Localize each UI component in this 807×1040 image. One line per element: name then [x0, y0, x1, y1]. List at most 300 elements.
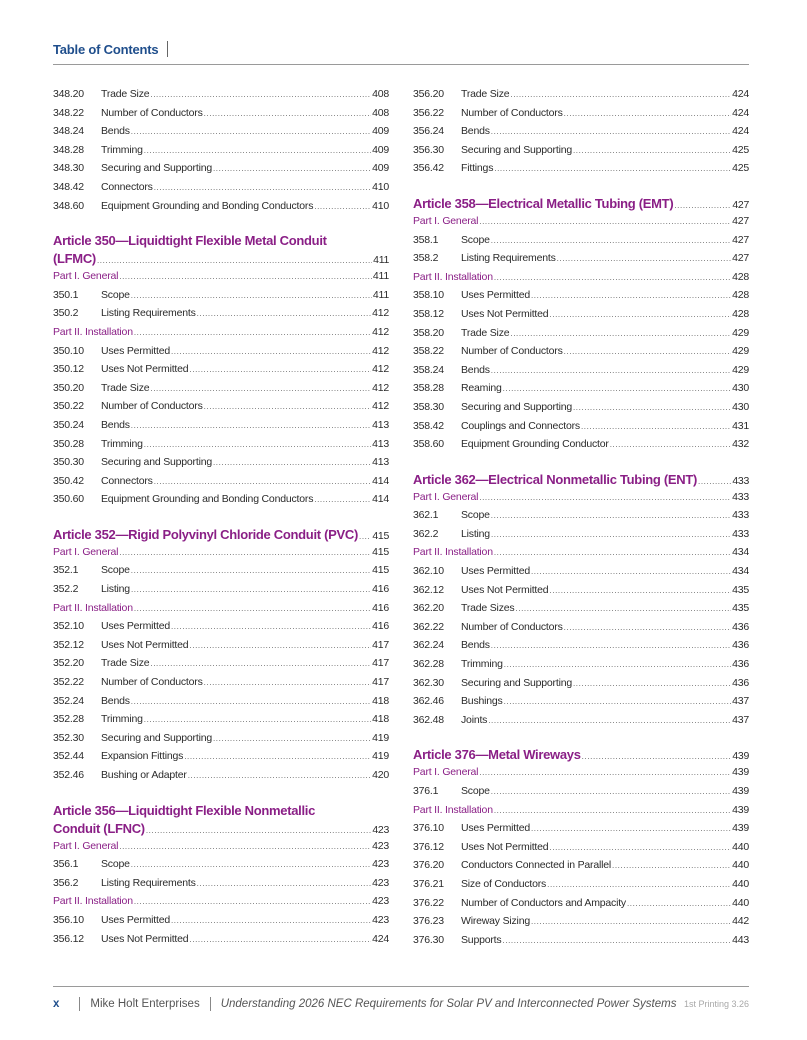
page-number: 412: [372, 325, 389, 338]
dot-leader: [504, 660, 731, 669]
section-title: Reaming: [461, 382, 502, 395]
dot-leader: [188, 771, 371, 780]
section-title: Bends: [461, 125, 490, 138]
toc-entry[interactable]: [53, 493, 389, 512]
dot-leader: [144, 715, 371, 724]
section-title: Trimming: [461, 658, 503, 671]
dot-leader: [582, 748, 732, 766]
toc-entry[interactable]: [53, 933, 389, 952]
page-number: 424: [732, 88, 749, 100]
dot-leader: [491, 236, 731, 245]
toc-entry[interactable]: [53, 914, 389, 933]
dot-leader: [189, 935, 371, 944]
page-number: 428: [732, 270, 749, 283]
section-title: Listing: [461, 527, 490, 540]
page-number: 419: [372, 731, 389, 744]
page-header: [53, 40, 749, 65]
page-number: 428: [732, 307, 749, 320]
toc-entry[interactable]: [413, 327, 749, 346]
dot-leader: [479, 768, 731, 777]
article-heading[interactable]: [53, 526, 389, 546]
dot-leader: [171, 622, 371, 631]
page-number: 409: [372, 143, 389, 156]
section-title: Listing: [101, 583, 130, 596]
section-number: 352.24: [53, 694, 84, 707]
part-heading[interactable]: [413, 271, 749, 290]
dot-leader: [491, 127, 731, 136]
article-heading[interactable]: [53, 802, 389, 840]
section-number: 352.30: [53, 731, 84, 744]
toc-entry[interactable]: [413, 234, 749, 253]
part-heading[interactable]: [413, 804, 749, 823]
part-heading[interactable]: [413, 546, 749, 565]
section-number: 350.22: [53, 400, 84, 413]
toc-entry[interactable]: [53, 564, 389, 583]
section-number: 358.12: [413, 307, 444, 320]
toc-entry[interactable]: [413, 438, 749, 457]
section-title: Uses Permitted: [461, 822, 530, 835]
footer-publisher: Mike Holt Enterprises: [90, 998, 200, 1010]
toc-entry[interactable]: [53, 125, 389, 144]
page-number: 430: [732, 382, 749, 395]
page-number: 431: [732, 419, 749, 432]
page-number: 417: [372, 657, 389, 670]
section-number: 356.30: [413, 143, 444, 156]
toc-entry[interactable]: [53, 144, 389, 163]
toc-entry[interactable]: [53, 438, 389, 457]
part-heading[interactable]: [53, 840, 389, 859]
dot-leader: [144, 146, 371, 155]
section-title: Fittings: [461, 162, 494, 175]
toc-entry[interactable]: [413, 934, 749, 953]
section-number: 352.22: [53, 676, 84, 689]
section-number: 350.30: [53, 456, 84, 469]
toc-entry[interactable]: [53, 162, 389, 181]
toc-entry[interactable]: [53, 676, 389, 695]
dot-leader: [504, 697, 731, 706]
footer-book-title: Understanding 2026 NEC Requirements for Solar PV and Interconnected Power Systems: [220, 998, 677, 1010]
section-number: 352.12: [53, 638, 84, 651]
section-title: Securing and Supporting: [101, 162, 212, 175]
toc-entry[interactable]: [53, 639, 389, 658]
toc-entry[interactable]: [413, 714, 749, 733]
section-title: Bushing or Adapter: [101, 769, 187, 781]
page-number: 424: [732, 125, 749, 138]
section-number: 348.28: [53, 143, 84, 156]
section-number: 352.46: [53, 769, 84, 781]
dot-leader: [557, 254, 731, 263]
dot-leader: [491, 641, 731, 650]
dot-leader: [314, 495, 371, 504]
page-number: 423: [372, 913, 389, 926]
toc-entry[interactable]: [413, 382, 749, 401]
section-title: Securing and Supporting: [461, 676, 572, 689]
dot-leader: [134, 604, 371, 613]
section-title: Securing and Supporting: [461, 143, 572, 156]
toc-entry[interactable]: [53, 750, 389, 769]
toc-entry[interactable]: [53, 107, 389, 126]
part-heading[interactable]: [53, 602, 389, 621]
toc-entry[interactable]: [53, 419, 389, 438]
page-number: 414: [372, 474, 389, 487]
dot-leader: [573, 679, 731, 688]
dot-leader: [97, 252, 372, 270]
dot-leader: [131, 585, 371, 594]
toc-entry[interactable]: [413, 289, 749, 308]
dot-leader: [119, 548, 371, 557]
page-number: 417: [372, 676, 389, 689]
article-title: Article 352—Rigid Polyvinyl Chloride Conduit (PVC): [53, 526, 358, 542]
footer-divider: [79, 997, 80, 1011]
section-number: 362.20: [413, 602, 444, 615]
section-number: 352.10: [53, 620, 84, 633]
toc-entry[interactable]: [413, 401, 749, 420]
toc-entry[interactable]: [413, 584, 749, 603]
section-title: Trimming: [101, 143, 143, 156]
toc-entry[interactable]: [413, 897, 749, 916]
toc-entry[interactable]: [53, 363, 389, 382]
page-number: 439: [732, 750, 749, 763]
article-heading[interactable]: [413, 746, 749, 766]
section-number: 376.10: [413, 822, 444, 835]
part-heading[interactable]: [53, 326, 389, 345]
page-number: 420: [372, 769, 389, 781]
part-heading[interactable]: [53, 895, 389, 914]
dot-leader: [494, 806, 731, 815]
section-number: 350.42: [53, 474, 84, 487]
section-title: Trade Size: [101, 88, 150, 100]
dot-leader: [494, 164, 731, 173]
section-title: Bends: [461, 639, 490, 652]
page-number: 440: [732, 840, 749, 853]
section-title: Uses Not Permitted: [101, 363, 189, 376]
section-title: Bends: [461, 363, 490, 376]
section-number: 356.24: [413, 125, 444, 138]
page-number: 424: [372, 932, 389, 945]
section-title: Uses Permitted: [101, 344, 170, 357]
page-number: 439: [732, 785, 749, 797]
page-number: 423: [372, 895, 389, 908]
toc-entry[interactable]: [413, 878, 749, 897]
dot-leader: [698, 473, 731, 491]
dot-leader: [204, 109, 371, 118]
dot-leader: [549, 586, 731, 595]
part-title: Part II. Installation: [53, 325, 133, 338]
section-title: Joints: [461, 713, 488, 726]
article-title: Article 376—Metal Wireways: [413, 747, 581, 763]
page-number: 423: [372, 858, 389, 871]
section-number: 350.1: [53, 288, 79, 301]
header-divider: [167, 41, 168, 57]
toc-entry[interactable]: [413, 420, 749, 439]
part-heading[interactable]: [53, 546, 389, 565]
section-number: 350.60: [53, 493, 84, 506]
page-number: 436: [732, 620, 749, 633]
part-title: Part II. Installation: [413, 546, 493, 559]
page-number: 427: [732, 233, 749, 246]
section-number: 362.46: [413, 695, 444, 708]
section-title: Scope: [461, 233, 490, 246]
dot-leader: [154, 477, 371, 486]
toc-entry[interactable]: [413, 565, 749, 584]
toc-entry[interactable]: [413, 677, 749, 696]
toc-entry[interactable]: [413, 602, 749, 621]
dot-leader: [581, 422, 731, 431]
toc-entry[interactable]: [413, 162, 749, 181]
page-number: 442: [732, 915, 749, 928]
part-title: Part I. General: [53, 545, 119, 558]
dot-leader: [479, 217, 731, 226]
dot-leader: [171, 916, 371, 925]
toc-entry[interactable]: [413, 144, 749, 163]
section-number: 376.22: [413, 896, 444, 909]
toc-entry[interactable]: [413, 125, 749, 144]
toc-entry[interactable]: [413, 88, 749, 107]
toc-entry[interactable]: [53, 695, 389, 714]
page-number: 428: [732, 289, 749, 302]
part-heading[interactable]: [413, 766, 749, 785]
footer-printing: 1st Printing 3.26: [683, 999, 749, 1009]
article-title-cont: (LFMC): [53, 251, 96, 267]
toc-entry[interactable]: [413, 841, 749, 860]
toc-entry[interactable]: [413, 528, 749, 547]
toc-column-left: [53, 88, 389, 951]
toc-entry[interactable]: [53, 657, 389, 676]
dot-leader: [491, 511, 731, 520]
page-number: 439: [732, 803, 749, 816]
section-title: Trade Size: [101, 657, 150, 670]
section-title: Scope: [101, 288, 130, 301]
section-title: Number of Conductors: [101, 106, 203, 119]
page-number: 433: [732, 490, 749, 503]
page-number: 440: [732, 896, 749, 909]
section-number: 350.28: [53, 437, 84, 450]
section-title: Supports: [461, 933, 502, 946]
section-number: 350.12: [53, 363, 84, 376]
section-title: Scope: [101, 858, 130, 871]
article-row: [413, 195, 749, 215]
dot-leader: [119, 272, 372, 281]
section-title: Trade Size: [461, 326, 510, 339]
part-title: Part II. Installation: [413, 270, 493, 283]
section-title: Securing and Supporting: [461, 400, 572, 413]
section-number: 358.10: [413, 289, 444, 302]
toc-entry[interactable]: [53, 858, 389, 877]
toc-entry[interactable]: [53, 732, 389, 751]
toc-entry[interactable]: [413, 364, 749, 383]
article-heading[interactable]: [413, 471, 749, 491]
dot-leader: [564, 109, 731, 118]
toc-entry[interactable]: [53, 88, 389, 107]
dot-leader: [627, 899, 731, 908]
dot-leader: [359, 528, 371, 546]
dot-leader: [573, 403, 731, 412]
toc-entry[interactable]: [413, 822, 749, 841]
section-number: 358.22: [413, 345, 444, 358]
dot-leader: [131, 697, 371, 706]
toc-entry[interactable]: [413, 859, 749, 878]
dot-leader: [503, 384, 731, 393]
part-title: Part I. General: [413, 490, 479, 503]
dot-leader: [479, 493, 731, 502]
page-number: 411: [372, 288, 389, 301]
page-number: 439: [732, 822, 749, 835]
section-title: Uses Not Permitted: [101, 638, 189, 651]
dot-leader: [612, 861, 731, 870]
dot-leader: [204, 402, 371, 411]
section-title: Uses Permitted: [461, 565, 530, 578]
section-number: 376.12: [413, 840, 444, 853]
section-number: 356.1: [53, 858, 79, 871]
dot-leader: [531, 567, 731, 576]
toc-entry[interactable]: [53, 181, 389, 200]
section-title: Equipment Grounding and Bonding Conductors: [101, 493, 314, 506]
toc-entry[interactable]: [413, 308, 749, 327]
section-number: 376.20: [413, 859, 444, 872]
section-title: Listing Requirements: [461, 252, 556, 265]
page-number: 436: [732, 639, 749, 652]
dot-leader: [510, 329, 731, 338]
page-number: 410: [372, 199, 389, 212]
part-title: Part I. General: [413, 766, 479, 779]
toc-entry[interactable]: [413, 621, 749, 640]
page-number: 415: [372, 529, 389, 542]
dot-leader: [494, 548, 731, 557]
section-title: Bends: [101, 694, 130, 707]
page-number: 440: [732, 877, 749, 890]
dot-leader: [549, 310, 731, 319]
toc-entry[interactable]: [413, 785, 749, 804]
page-number: 423: [372, 839, 389, 852]
dot-leader: [150, 384, 371, 393]
toc-entry[interactable]: [413, 252, 749, 271]
page-number: 412: [372, 400, 389, 413]
page-number: 433: [732, 474, 749, 487]
page-number: 434: [732, 565, 749, 578]
section-title: Bushings: [461, 695, 503, 708]
article-heading[interactable]: [413, 195, 749, 215]
section-title: Uses Permitted: [461, 289, 530, 302]
toc-entry[interactable]: [53, 583, 389, 602]
toc-column-right: [413, 88, 749, 952]
dot-leader: [144, 440, 371, 449]
article-heading[interactable]: [53, 232, 389, 270]
section-number: 358.28: [413, 382, 444, 395]
dot-leader: [549, 843, 731, 852]
toc-entry[interactable]: [53, 620, 389, 639]
dot-leader: [154, 183, 371, 192]
footer-page-number: x: [53, 998, 60, 1010]
section-title: Bends: [101, 125, 130, 138]
page-number: 416: [372, 620, 389, 633]
page-number: 432: [732, 438, 749, 451]
section-title: Trade Sizes: [461, 602, 515, 615]
section-title: Connectors: [101, 180, 153, 193]
footer-divider: [210, 997, 211, 1011]
page-number: 413: [372, 418, 389, 431]
part-heading[interactable]: [413, 215, 749, 234]
section-title: Equipment Grounding Conductor: [461, 438, 609, 451]
section-number: 350.2: [53, 307, 79, 320]
part-heading[interactable]: [413, 491, 749, 510]
toc-entry[interactable]: [53, 382, 389, 401]
dot-leader: [674, 197, 731, 215]
toc-entry[interactable]: [413, 658, 749, 677]
section-title: Wireway Sizing: [461, 915, 530, 928]
dot-leader: [610, 440, 731, 449]
toc-entry[interactable]: [53, 200, 389, 219]
toc-entry[interactable]: [413, 509, 749, 528]
toc-entry[interactable]: [413, 639, 749, 658]
dot-leader: [197, 879, 371, 888]
section-title: Trimming: [101, 437, 143, 450]
page-number: 423: [372, 823, 389, 836]
section-number: 352.28: [53, 713, 84, 726]
toc-entry[interactable]: [53, 456, 389, 475]
section-title: Uses Not Permitted: [461, 307, 549, 320]
article-title: Article 356—Liquidtight Flexible Nonmetallic: [53, 802, 316, 818]
page-number: 416: [372, 601, 389, 614]
dot-leader: [150, 90, 371, 99]
article-row: [413, 746, 749, 766]
article-row: [413, 471, 749, 491]
page-number: 411: [372, 270, 389, 283]
part-title: Part II. Installation: [413, 803, 493, 816]
dot-leader: [510, 90, 731, 99]
section-number: 362.2: [413, 527, 439, 540]
dot-leader: [502, 936, 731, 945]
toc-entry[interactable]: [53, 713, 389, 732]
section-title: Number of Conductors: [101, 400, 203, 413]
dot-leader: [213, 734, 371, 743]
page-number: 427: [732, 252, 749, 265]
article-row: [53, 820, 389, 840]
page-number: 424: [732, 106, 749, 119]
dot-leader: [189, 365, 371, 374]
toc-entry[interactable]: [53, 307, 389, 326]
toc-entry[interactable]: [53, 475, 389, 494]
dot-leader: [564, 623, 731, 632]
dot-leader: [189, 641, 371, 650]
section-title: Uses Not Permitted: [461, 840, 549, 853]
toc-entry[interactable]: [53, 769, 389, 788]
toc-entry[interactable]: [53, 400, 389, 419]
dot-leader: [488, 716, 731, 725]
section-number: 350.24: [53, 418, 84, 431]
section-title: Number of Conductors: [461, 345, 563, 358]
toc-entry[interactable]: [413, 107, 749, 126]
toc-entry[interactable]: [53, 877, 389, 896]
section-number: 362.22: [413, 620, 444, 633]
section-number: 356.2: [53, 876, 79, 889]
part-heading[interactable]: [53, 270, 389, 289]
page-number: 440: [732, 859, 749, 872]
toc-entry[interactable]: [53, 345, 389, 364]
page-number: 433: [732, 509, 749, 522]
page-number: 435: [732, 602, 749, 615]
section-title: Number of Conductors: [101, 676, 203, 689]
section-title: Uses Permitted: [101, 620, 170, 633]
section-number: 362.30: [413, 676, 444, 689]
section-title: Uses Not Permitted: [101, 932, 189, 945]
dot-leader: [131, 566, 371, 575]
toc-entry[interactable]: [53, 289, 389, 308]
section-number: 358.2: [413, 252, 439, 265]
toc-entry[interactable]: [413, 345, 749, 364]
toc-entry[interactable]: [413, 695, 749, 714]
toc-entry[interactable]: [413, 915, 749, 934]
section-number: 350.10: [53, 344, 84, 357]
